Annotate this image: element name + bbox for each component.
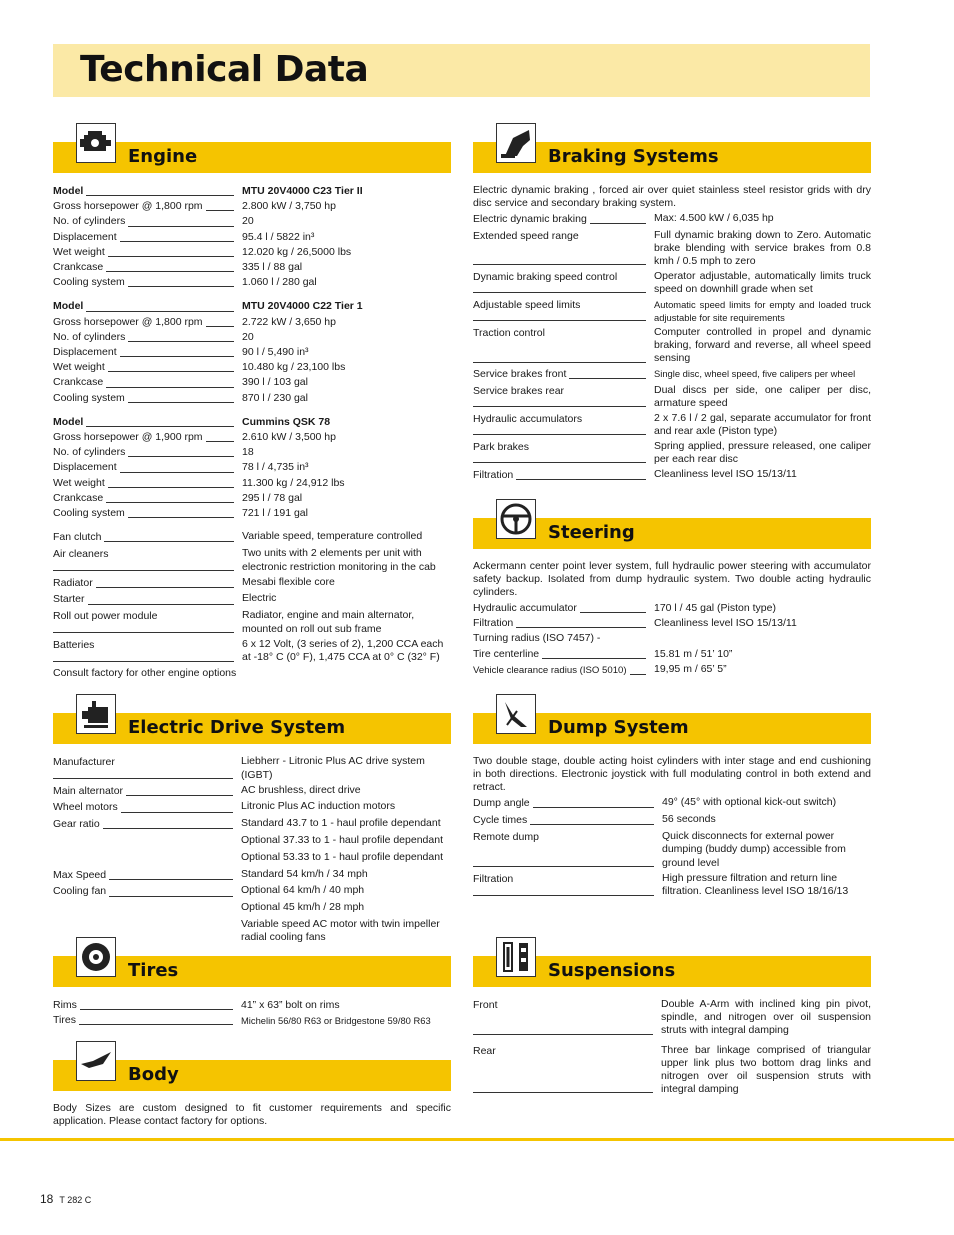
spec-value: 78 l / 4,735 in³: [242, 461, 309, 474]
tire-icon: [76, 937, 116, 977]
braking-section: [473, 142, 871, 485]
spec-row: [473, 616, 871, 631]
spec-row: [53, 868, 451, 883]
engine-title: Engine: [128, 146, 198, 167]
spec-value: Variable speed, temperature controlled: [242, 530, 423, 543]
spec-row: [53, 755, 451, 782]
spec-label-text: Rims: [53, 999, 80, 1011]
spec-label-text: Wet weight: [53, 477, 108, 489]
spec-label: [473, 326, 654, 366]
spec-value: 721 l / 191 gal: [242, 507, 308, 520]
spec-label: [53, 784, 241, 799]
spec-row: [53, 609, 451, 636]
spec-label: [473, 872, 662, 899]
spec-label: [53, 445, 242, 460]
spec-label: [53, 415, 242, 430]
spec-value: 20: [242, 330, 254, 343]
spec-label-text: Remote dump: [473, 831, 542, 843]
spec-row: [473, 270, 871, 296]
spec-value: Cleanliness level ISO 15/13/11: [654, 617, 797, 630]
suspension-strut-icon: [496, 937, 536, 977]
spec-label: [53, 391, 242, 406]
spec-value: Standard 43.7 to 1 - haul profile dependant: [241, 817, 441, 830]
spec-value: Cleanliness level ISO 15/13/11: [654, 468, 797, 480]
spec-row: [53, 430, 451, 445]
engine-header: [53, 142, 451, 173]
spec-label-text: Crankcase: [53, 261, 106, 273]
spec-value: 2.800 kW / 3,750 hp: [242, 200, 336, 213]
spec-label: [53, 1013, 241, 1028]
braking-header: [473, 142, 871, 173]
spec-row: [53, 184, 451, 199]
spec-value: 870 l / 230 gal: [242, 391, 308, 404]
spec-row: [53, 851, 451, 866]
spec-label-text: Model: [53, 300, 86, 312]
dump-body-shape-icon: [76, 1041, 116, 1081]
spec-label: [53, 755, 241, 782]
spec-value: 49° (45° with optional kick-out switch): [662, 796, 837, 808]
spec-row: [473, 468, 871, 483]
tires-section: [53, 956, 451, 1028]
spec-label-text: Wheel motors: [53, 801, 121, 813]
spec-value: Spring applied, pressure released, one caliper per each rear disc: [654, 440, 871, 466]
spec-value: High pressure filtration and return line filtration. Cleanliness level ISO 18/16/13: [662, 871, 849, 898]
spec-value: 295 l / 78 gal: [242, 491, 303, 504]
spec-row: [473, 412, 871, 438]
spec-row: [53, 260, 451, 275]
spec-label-text: Front: [473, 999, 501, 1011]
braking-title: Braking Systems: [548, 146, 719, 167]
spec-value: 18: [242, 446, 254, 459]
spec-row: [53, 445, 451, 460]
spec-label-text: Model: [53, 185, 86, 197]
spec-row: [53, 998, 451, 1013]
suspensions-section: [473, 956, 871, 1102]
spec-label-text: [53, 919, 56, 931]
spec-label-text: Hydraulic accumulator: [473, 602, 580, 614]
spec-label: [53, 609, 242, 636]
spec-row: [53, 375, 451, 390]
spec-label: [473, 1044, 661, 1097]
spec-label: [53, 530, 242, 545]
spec-label: [53, 884, 241, 899]
spec-label: [53, 430, 242, 445]
spec-value: 2 x 7.6 l / 2 gal, separate accumulator for front and rear axle (Piston type): [654, 412, 871, 438]
spec-label: [473, 367, 654, 382]
spec-label-text: Crankcase: [53, 492, 106, 504]
spec-value: Max: 4.500 kW / 6,035 hp: [654, 212, 774, 224]
spec-value: 20: [242, 215, 254, 228]
spec-label-text: Adjustable speed limits: [473, 299, 583, 311]
spec-label-text: Displacement: [53, 346, 120, 358]
engine-section: [53, 142, 451, 682]
footer: [40, 1192, 91, 1206]
spec-label: [53, 491, 242, 506]
spec-label: [53, 230, 242, 245]
dump-intro: Two double stage, double acting hoist cylinders with inter stage and end cushioning in both directions. Electronic joystick with full modulating control in both extend and retract.: [473, 755, 871, 793]
spec-row: [473, 326, 871, 366]
spec-value: 2.722 kW / 3,650 hp: [242, 315, 336, 328]
spec-value: MTU 20V4000 C22 Tier 1: [242, 300, 363, 313]
spec-label: [53, 868, 241, 883]
spec-value: Three bar linkage comprised of triangular upper link plus two bottom drag links and nitrogen over oil suspension struts with integral damping: [661, 1043, 871, 1096]
spec-row: [53, 506, 451, 521]
spec-label: [473, 830, 662, 871]
dump-specs: [473, 744, 871, 899]
spec-label-text: Wet weight: [53, 246, 108, 258]
spec-row: [53, 491, 451, 506]
braking-specs: [473, 173, 871, 483]
spec-label: [53, 184, 242, 199]
spec-label: [473, 440, 654, 466]
spec-label-text: Cooling system: [53, 392, 128, 404]
body-specs: [53, 1091, 451, 1128]
spec-row: [53, 299, 451, 314]
spec-row: [53, 391, 451, 406]
spec-label-text: Dynamic braking speed control: [473, 271, 620, 283]
spec-value: 10.480 kg / 23,100 lbs: [242, 361, 346, 374]
spec-label-text: Crankcase: [53, 376, 106, 388]
spec-label-text: Max Speed: [53, 869, 109, 881]
spec-row: [53, 230, 451, 245]
spec-value: Automatic speed limits for empty and loaded truck adjustable for site requirements: [654, 299, 871, 324]
spec-row: [473, 384, 871, 410]
spec-row: [473, 647, 871, 662]
spec-value: Liebherr - Litronic Plus AC drive system (IGBT): [241, 755, 425, 781]
spec-row: [473, 440, 871, 466]
spec-label-text: Park brakes: [473, 441, 532, 453]
spec-value: Litronic Plus AC induction motors: [241, 800, 396, 813]
spec-label: [53, 460, 242, 475]
spec-row: [53, 345, 451, 360]
dump-body-icon: [496, 694, 536, 734]
spec-row: [53, 884, 451, 899]
spec-label-text: Gross horsepower @ 1,800 rpm: [53, 200, 206, 212]
spec-value: Mesabi flexible core: [242, 575, 335, 588]
spec-label: [53, 547, 242, 574]
spec-label-text: [53, 902, 56, 914]
spec-label: [473, 813, 662, 828]
spec-row: [473, 796, 871, 811]
spec-label: [53, 800, 241, 815]
spec-row: [53, 547, 451, 574]
title-band: [53, 44, 870, 97]
spec-value: Double A-Arm with inclined king pin pivot, spindle, and nitrogen over oil suspension struts with integral damping: [661, 998, 871, 1037]
page-number: 18: [40, 1192, 54, 1206]
spec-row: [53, 576, 451, 591]
spec-label-text: Cooling system: [53, 507, 128, 519]
body-section: [53, 1060, 451, 1130]
spec-row: [53, 638, 451, 665]
spec-row: [473, 367, 871, 382]
body-text: Body Sizes are custom designed to fit customer requirements and specific application. Please contact factory for options.: [53, 1102, 451, 1127]
spec-label: [53, 638, 242, 665]
electric-drive-title: Electric Drive System: [128, 717, 346, 738]
steering-header: [473, 518, 871, 549]
spec-label: [473, 601, 654, 616]
spec-label: [53, 199, 242, 214]
spec-row: [53, 1013, 451, 1028]
spec-value: Dual discs per side, one caliper per disc, armature speed: [654, 384, 871, 410]
spec-label-text: Rear: [473, 1045, 499, 1057]
spec-row: [53, 530, 451, 545]
spec-row: [53, 476, 451, 491]
spec-value: 19,95 m / 65’ 5”: [654, 662, 727, 675]
tires-specs: [53, 987, 451, 1028]
spec-label: [473, 662, 654, 678]
electric-drive-icon: [76, 694, 116, 734]
suspensions-specs: [473, 987, 871, 1096]
spec-label: [53, 375, 242, 390]
spec-label: [53, 315, 242, 330]
spec-value: Radiator, engine and main alternator, mounted on roll out sub frame: [242, 609, 415, 635]
spec-row: [473, 212, 871, 227]
suspensions-header: [473, 956, 871, 987]
spec-value: Variable speed AC motor with twin impeller radial cooling fans: [241, 917, 440, 944]
document-code: T 282 C: [59, 1195, 92, 1205]
spec-row: [53, 360, 451, 375]
spec-label-text: Displacement: [53, 231, 120, 243]
tires-header: [53, 956, 451, 987]
spec-label: [53, 330, 242, 345]
spec-label: [53, 576, 242, 591]
spec-label-text: [53, 835, 56, 847]
engine-extra-specs: [53, 530, 451, 665]
spec-label-text: Service brakes front: [473, 368, 569, 380]
spec-row: [473, 830, 871, 871]
electric-drive-section: [53, 713, 451, 947]
spec-label-text: No. of cylinders: [53, 331, 128, 343]
spec-row: [53, 784, 451, 799]
spec-value: MTU 20V4000 C23 Tier II: [242, 185, 363, 197]
spec-value: Standard 54 km/h / 34 mph: [241, 867, 368, 880]
spec-label: [473, 796, 662, 811]
spec-label: [53, 275, 242, 290]
spec-value: Optional 37.33 to 1 - haul profile dependant: [241, 833, 443, 846]
spec-label: [53, 817, 241, 832]
spec-label: [53, 260, 242, 275]
spec-row: [53, 199, 451, 214]
spec-label-text: Cycle times: [473, 814, 530, 826]
spec-value: AC brushless, direct drive: [241, 783, 361, 796]
spec-label: [473, 647, 654, 662]
spec-value: 95.4 l / 5822 in³: [242, 230, 315, 243]
spec-row: [473, 1044, 871, 1097]
spec-label: [473, 616, 654, 631]
spec-label-text: Hydraulic accumulators: [473, 413, 585, 425]
engine-model-block: [53, 415, 451, 521]
spec-label-text: Filtration: [473, 469, 516, 481]
brake-pedal-icon: [496, 123, 536, 163]
spec-label-text: Tires: [53, 1014, 79, 1026]
spec-row: [473, 229, 871, 269]
spec-label: [473, 412, 654, 438]
spec-label-text: No. of cylinders: [53, 215, 128, 227]
spec-label-text: Filtration: [473, 617, 516, 629]
spec-row: [53, 834, 451, 849]
spec-value: 335 l / 88 gal: [242, 261, 303, 274]
spec-row: [53, 800, 451, 815]
spec-label-text: Fan clutch: [53, 531, 104, 543]
spec-value: Two units with 2 elements per unit with electronic restriction monitoring in the cab: [242, 547, 436, 573]
spec-row: [473, 662, 871, 678]
body-title: Body: [128, 1064, 179, 1085]
steering-wheel-icon: [496, 499, 536, 539]
spec-label: [53, 592, 242, 607]
spec-row: [53, 214, 451, 229]
spec-label-text: Gross horsepower @ 1,800 rpm: [53, 316, 206, 328]
bottom-rule: [0, 1138, 954, 1141]
spec-label-text: Filtration: [473, 873, 516, 885]
spec-label: [53, 851, 241, 866]
spec-label: [473, 998, 661, 1038]
spec-row: [473, 298, 871, 324]
spec-label-text: Batteries: [53, 639, 97, 651]
engine-specs: [53, 173, 451, 682]
spec-value: Full dynamic braking down to Zero. Automatic brake blending with service brakes from 0.8 kmh / 0.5 mph to zero: [654, 228, 871, 268]
spec-label: [473, 468, 654, 483]
spec-label-text: Air cleaners: [53, 548, 111, 560]
spec-label-text: Gear ratio: [53, 818, 103, 830]
spec-label: [53, 214, 242, 229]
turning-radius-label: Turning radius (ISO 7457) -: [473, 632, 601, 645]
spec-label-text: [53, 852, 56, 864]
body-header: [53, 1060, 451, 1091]
spec-label: [53, 476, 242, 491]
spec-row: [53, 245, 451, 260]
tires-title: Tires: [128, 960, 179, 981]
engine-note: Consult factory for other engine options: [53, 667, 237, 680]
spec-row: [53, 460, 451, 475]
spec-label: [473, 229, 654, 269]
steering-section: [473, 518, 871, 678]
spec-row: [473, 872, 871, 899]
spec-label-text: Dump angle: [473, 797, 533, 809]
spec-value: Michelin 56/80 R63 or Bridgestone 59/80 R63: [241, 1015, 431, 1027]
spec-value: 6 x 12 Volt, (3 series of 2), 1,200 CCA each at -18° C (0° F), 1,475 CCA at 0° C (32° F): [242, 637, 444, 664]
spec-row: [53, 275, 451, 290]
spec-label: [473, 212, 654, 227]
spec-row: [473, 601, 871, 616]
spec-label: [53, 506, 242, 521]
dump-section: [473, 713, 871, 900]
spec-label-text: Gross horsepower @ 1,900 rpm: [53, 431, 206, 443]
spec-row: [53, 330, 451, 345]
steering-title: Steering: [548, 522, 635, 543]
spec-value: Optional 53.33 to 1 - haul profile dependant: [241, 850, 443, 863]
spec-label-text: Vehicle clearance radius (ISO 5010): [473, 665, 630, 676]
dump-header: [473, 713, 871, 744]
spec-value: 41” x 63” bolt on rims: [241, 999, 340, 1011]
spec-label-text: Radiator: [53, 577, 96, 589]
spec-value: 1.060 l / 280 gal: [242, 276, 317, 289]
spec-label: [53, 834, 241, 849]
spec-label-text: Electric dynamic braking: [473, 213, 590, 225]
steering-specs: [473, 549, 871, 678]
spec-value: 15.81 m / 51’ 10”: [654, 647, 733, 660]
spec-label-text: Cooling fan: [53, 885, 109, 897]
spec-label: [473, 384, 654, 410]
spec-value: 390 l / 103 gal: [242, 376, 308, 389]
electric-drive-specs: [53, 744, 451, 945]
spec-label-text: Tire centerline: [473, 648, 542, 660]
spec-value: 90 l / 5,490 in³: [242, 346, 309, 359]
spec-label-text: Wet weight: [53, 361, 108, 373]
spec-row: [53, 901, 451, 916]
spec-value: Computer controlled in propel and dynamic braking, forward and reverse, all wheel speed sensing: [654, 326, 871, 365]
spec-label-text: Main alternator: [53, 785, 126, 797]
spec-row: [53, 415, 451, 430]
spec-label-text: Manufacturer: [53, 756, 118, 768]
spec-label: [53, 245, 242, 260]
suspensions-title: Suspensions: [548, 960, 676, 981]
spec-label: [53, 360, 242, 375]
spec-value: Optional 45 km/h / 28 mph: [241, 901, 365, 914]
spec-value: 12.020 kg / 26,5000 lbs: [242, 245, 352, 258]
spec-label-text: Cooling system: [53, 276, 128, 288]
spec-value: Cummins QSK 78: [242, 415, 331, 428]
engine-model-block: [53, 184, 451, 290]
spec-value: 170 l / 45 gal (Piston type): [654, 602, 776, 614]
spec-label: [53, 299, 242, 314]
spec-label-text: Starter: [53, 593, 88, 605]
spec-label: [53, 901, 241, 916]
spec-label-text: Traction control: [473, 327, 548, 339]
spec-label-text: Extended speed range: [473, 230, 582, 242]
spec-label: [473, 270, 654, 296]
spec-value: 2.610 kW / 3,500 hp: [242, 431, 336, 444]
spec-row: [53, 315, 451, 330]
spec-value: Quick disconnects for external power dumping (buddy dump) accessible from ground level: [662, 829, 846, 869]
spec-label-text: Displacement: [53, 461, 120, 473]
spec-value: 56 seconds: [662, 812, 716, 825]
spec-row: [473, 998, 871, 1038]
spec-label-text: No. of cylinders: [53, 446, 128, 458]
spec-label: [473, 298, 654, 324]
spec-value: Electric: [242, 592, 277, 605]
spec-label-text: Roll out power module: [53, 610, 160, 622]
spec-row: [473, 813, 871, 828]
page-title: Technical Data: [80, 49, 369, 90]
engine-icon: [76, 123, 116, 163]
steering-intro: Ackermann center point lever system, full hydraulic power steering with accumulator safety backup. Isolated from dump hydraulic system. Two double acting hydraulic cylinders.: [473, 560, 871, 598]
spec-row: [53, 817, 451, 832]
braking-intro: Electric dynamic braking , forced air over quiet stainless steel resistor grids with dry disc service and secondary braking system.: [473, 184, 871, 209]
electric-drive-header: [53, 713, 451, 744]
spec-label-text: Model: [53, 416, 86, 428]
spec-value: 11.300 kg / 24,912 lbs: [242, 476, 345, 489]
spec-label: [53, 345, 242, 360]
spec-value: Single disc, wheel speed, five calipers per wheel: [654, 368, 856, 380]
spec-label-text: Service brakes rear: [473, 385, 567, 397]
spec-value: Optional 64 km/h / 40 mph: [241, 884, 365, 897]
spec-row: [53, 592, 451, 607]
dump-title: Dump System: [548, 717, 689, 738]
spec-value: Operator adjustable, automatically limits truck speed on downhill grade when set: [654, 270, 871, 296]
engine-model-block: [53, 299, 451, 405]
spec-label: [53, 998, 241, 1013]
